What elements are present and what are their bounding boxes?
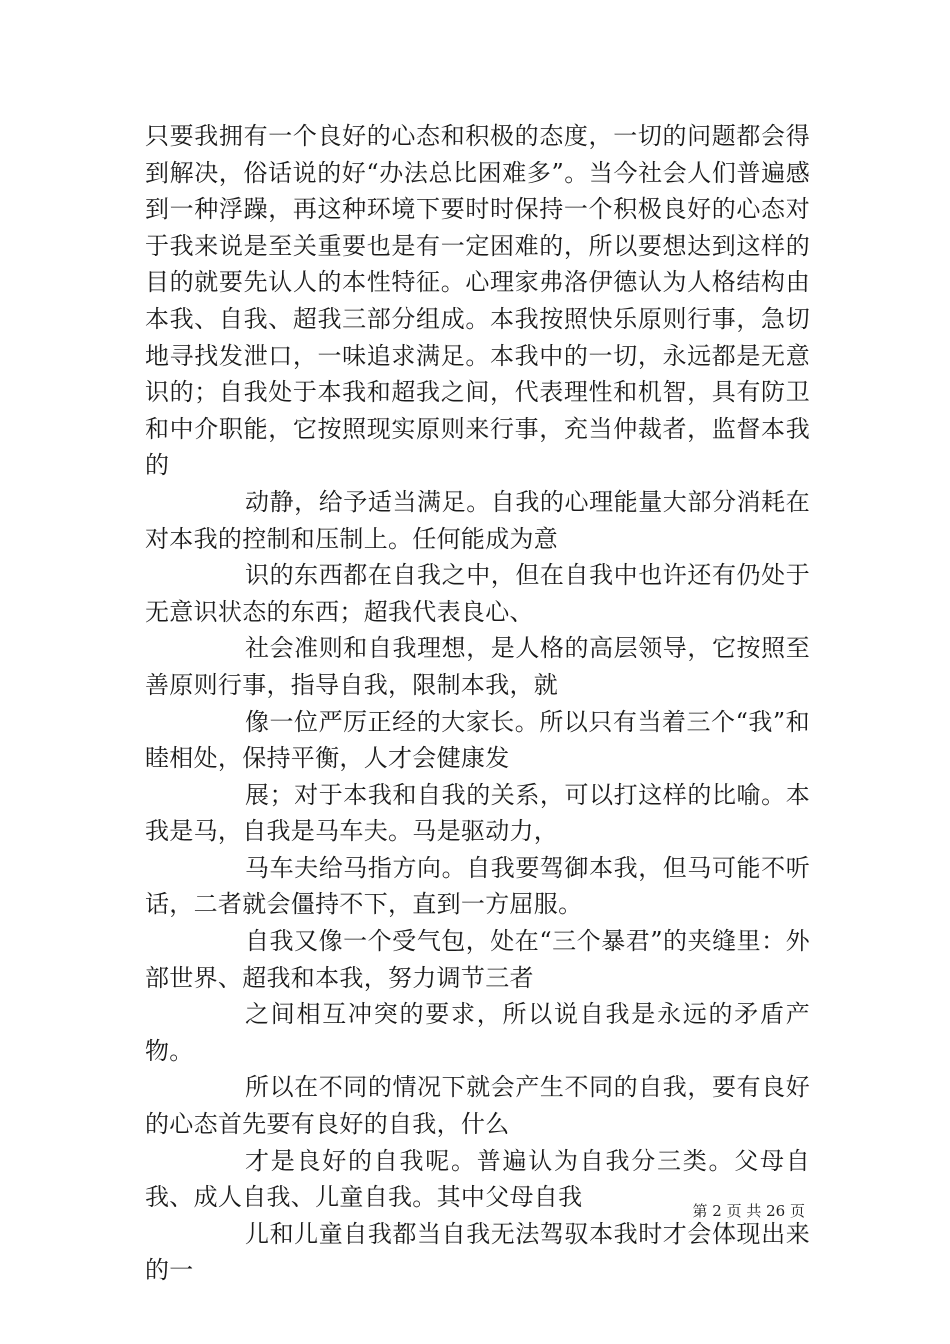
paragraph-5: 像一位严厉正经的大家长。所以只有当着三个“我”和睦相处，保持平衡，人才会健康发: [145, 707, 810, 773]
paragraph-3: 识的东西都在自我之中，但在自我中也许还有仍处于无意识状态的东西；超我代表良心、: [145, 561, 810, 626]
paragraph-9: 之间相互冲突的要求，所以说自我是永远的矛盾产物。: [145, 1000, 810, 1065]
paragraph-4: 社会准则和自我理想，是人格的高层领导，它按照至善原则行事，指导自我，限制本我，就: [145, 634, 810, 699]
paragraph-11: 才是良好的自我呢。普遍认为自我分三类。父母自我、成人自我、儿童自我。其中父母自我: [145, 1146, 810, 1212]
body-text: [145, 118, 810, 1289]
paragraph-8: 自我又像一个受气包，处在“三个暴君”的夹缝里：外部世界、超我和本我，努力调节三者: [145, 927, 810, 992]
paragraph-12: 儿和儿童自我都当自我无法驾驭本我时才会体现出来的一: [145, 1219, 810, 1285]
paragraph-10: 所以在不同的情况下就会产生不同的自我，要有良好的心态首先要有良好的自我，什么: [145, 1073, 810, 1139]
page-number-footer: 第 2 页 共 26 页: [692, 1202, 805, 1220]
paragraph-6: 展；对于本我和自我的关系，可以打这样的比喻。本我是马，自我是马车夫。马是驱动力，: [145, 780, 810, 846]
paragraph-1: 只要我拥有一个良好的心态和积极的态度，一切的问题都会得到解决，俗话说的好“办法总比困难多”。当今社会人们普遍感到一种浮躁，再这种环境下要时时保持一个积极良好的心态对于我来说是至关重要也是有一定困难的，所以要想达到这样的目的就要先认人的本性特征。心理家弗洛伊德认为人格结构由本我、自我、超我三部分组成。本我按照快乐原则行事，急切地寻找发泄口，一味追求满足。本我中的一切，永远都是无意识的；自我处于本我和超我之间，代表理性和机智，具有防卫和中介职能，它按照现实原则来行事，充当仲裁者，监督本我的: [145, 122, 810, 480]
paragraph-7: 马车夫给马指方向。自我要驾御本我，但马可能不听话，二者就会僵持不下，直到一方屈服。: [145, 853, 810, 919]
paragraph-2: 动静，给予适当满足。自我的心理能量大部分消耗在对本我的控制和压制上。任何能成为意: [145, 487, 810, 553]
